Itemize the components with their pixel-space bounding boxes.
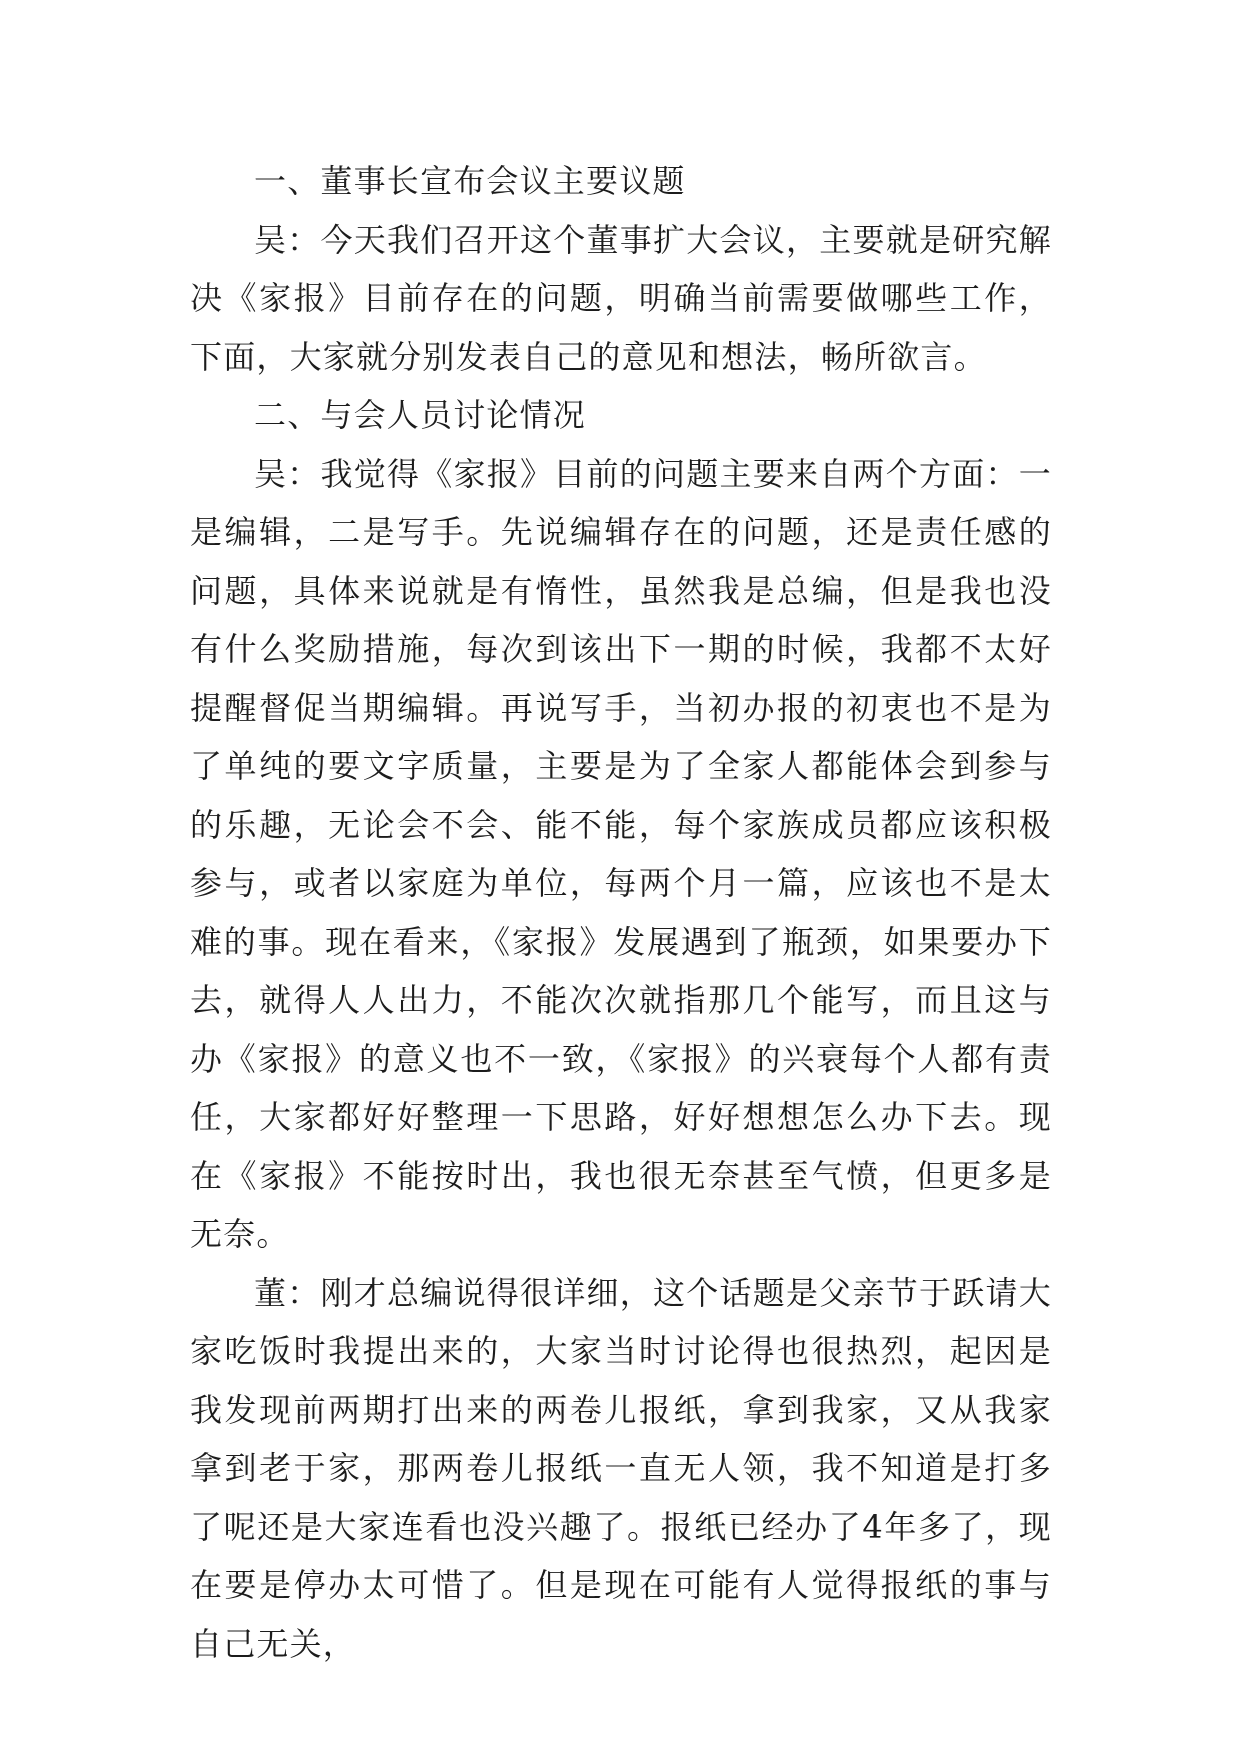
paragraph-opening-remarks: 吴：今天我们召开这个董事扩大会议，主要就是研究解决《家报》目前存在的问题，明确当前需要做哪些工作，下面，大家就分别发表自己的意见和想法，畅所欲言。 [190,220,1052,376]
paragraph-dong-discussion: 董：刚才总编说得很详细，这个话题是父亲节于跃请大家吃饭时我提出来的，大家当时讨论得也很热烈，起因是我发现前两期打出来的两卷儿报纸，拿到我家，又从我家拿到老于家，那两卷儿报纸一直无人领，我不知道是打多了呢还是大家连看也没兴趣了。报纸已经办了4年多了，现在要是停办太可惜了。但是现在可能有人觉得报纸的事与自己无关， [190,1273,1052,1663]
section-heading-agenda: 一、董事长宣布会议主要议题 [254,162,686,200]
paragraph-wu-discussion: 吴：我觉得《家报》目前的问题主要来自两个方面：一是编辑，二是写手。先说编辑存在的问题，还是责任感的问题，具体来说就是有惰性，虽然我是总编，但是我也没有什么奖励措施，每次到该出下一期的时候，我都不太好提醒督促当期编辑。再说写手，当初办报的初衷也不是为了单纯的要文字质量，主要是为了全家人都能体会到参与的乐趣，无论会不会、能不能，每个家族成员都应该积极参与，或者以家庭为单位，每两个月一篇，应该也不是太难的事。现在看来，《家报》发展遇到了瓶颈，如果要办下去，就得人人出力，不能次次就指那几个能写，而且这与办《家报》的意义也不一致，《家报》的兴衰每个人都有责任，大家都好好整理一下思路，好好想想怎么办下去。现在《家报》不能按时出，我也很无奈甚至气愤，但更多是无奈。 [190,454,1052,1253]
section-heading-discussion: 二、与会人员讨论情况 [254,396,587,434]
document-body [190,152,1052,1673]
